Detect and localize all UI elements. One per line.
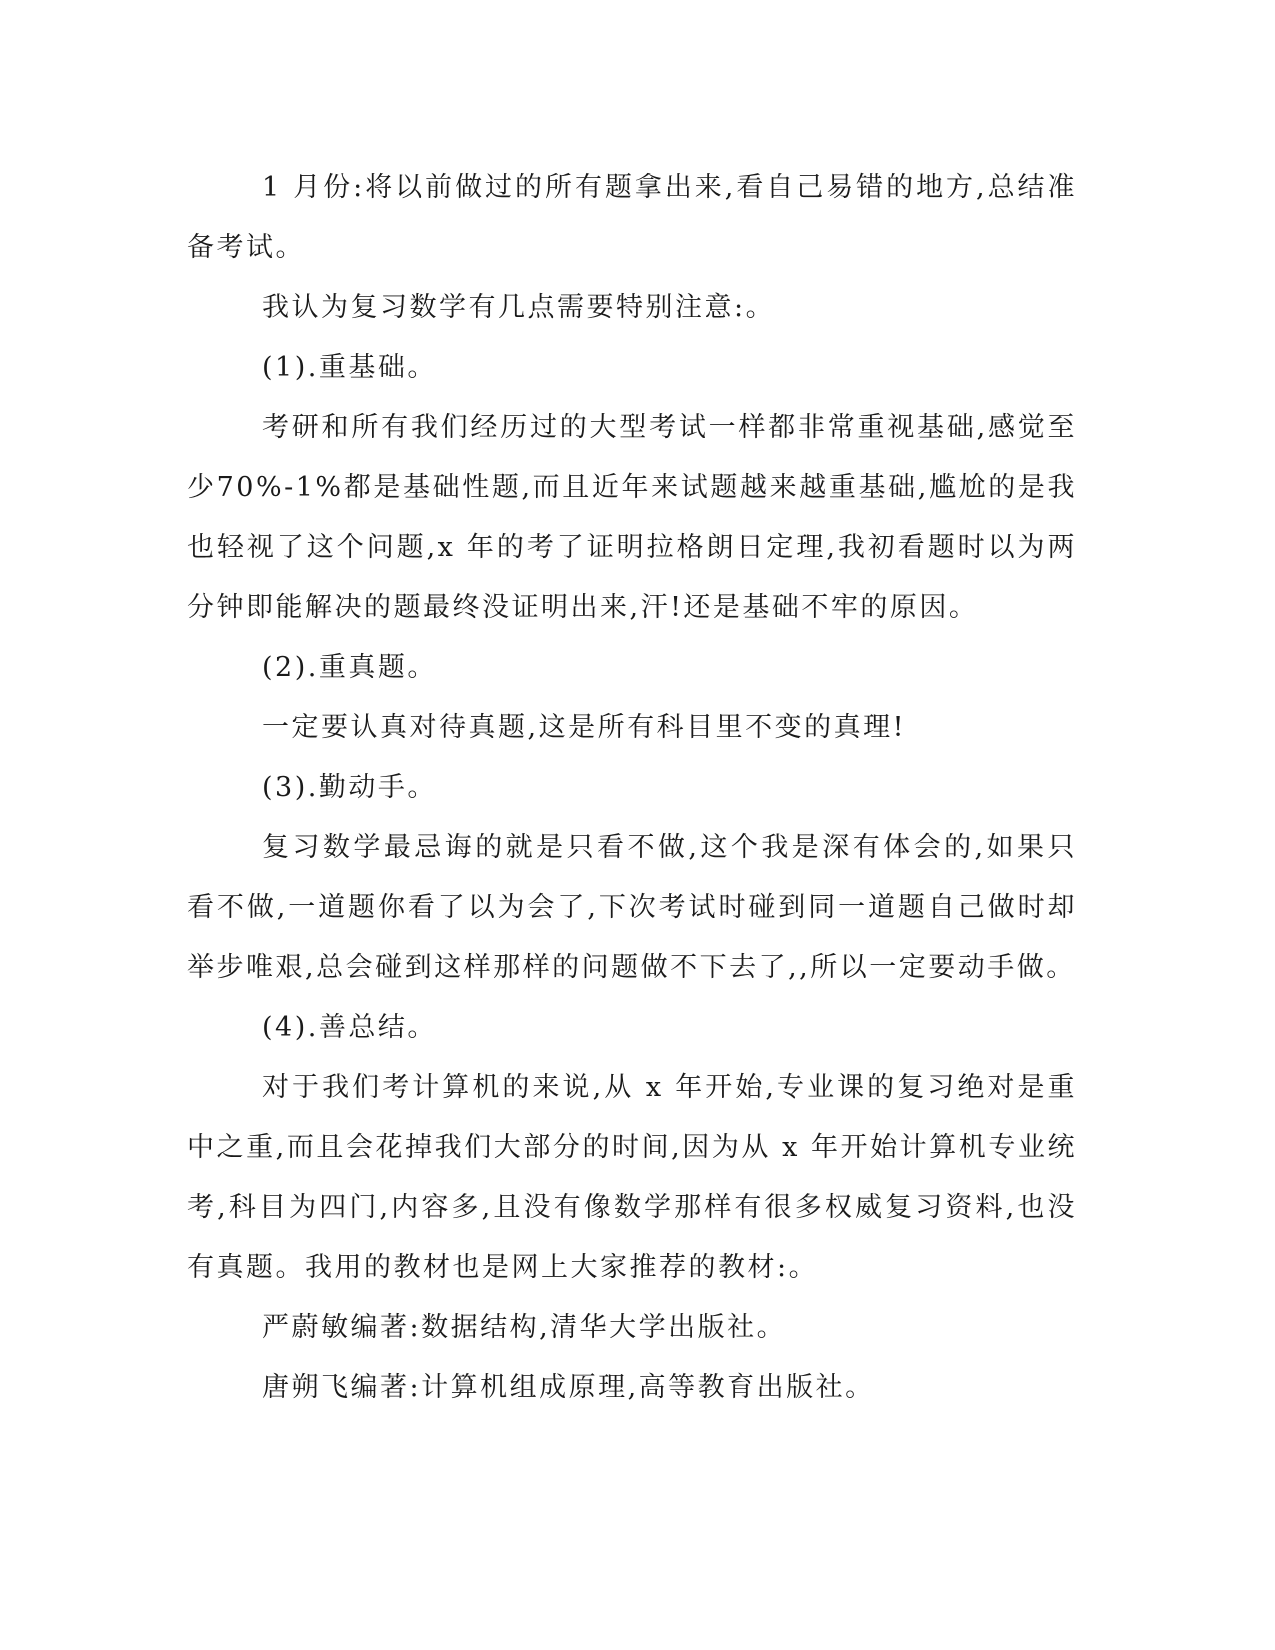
paragraph-study-plan-january: 1 月份:将以前做过的所有题拿出来,看自己易错的地方,总结准备考试。 <box>187 172 1077 263</box>
paragraph-practice: 复习数学最忌诲的就是只看不做,这个我是深有体会的,如果只看不做,一道题你看了以为会了,下次考试时碰到同一道题自己做时却举步唯艰,总会碰到这样那样的问题做不下去了,,所以一定要动手做。 <box>187 832 1077 983</box>
paragraph-past-exams: 一定要认真对待真题,这是所有科目里不变的真理! <box>262 712 906 743</box>
paragraph-textbook-computer-organization: 唐朔飞编著:计算机组成原理,高等教育出版社。 <box>262 1372 875 1403</box>
heading-point-1: (1).重基础。 <box>262 352 437 383</box>
document-body <box>187 158 1077 1418</box>
paragraph-textbook-data-structures: 严蔚敏编著:数据结构,清华大学出版社。 <box>262 1312 787 1343</box>
heading-point-4: (4).善总结。 <box>262 1012 437 1043</box>
heading-point-2: (2).重真题。 <box>262 652 437 683</box>
heading-point-3: (3).勤动手。 <box>262 772 437 803</box>
paragraph-math-review-notes: 我认为复习数学有几点需要特别注意:。 <box>262 292 776 323</box>
paragraph-basics: 考研和所有我们经历过的大型考试一样都非常重视基础,感觉至少70%-1%都是基础性题,而且近年来试题越来越重基础,尴尬的是我也轻视了这个问题,x 年的考了证明拉格朗日定理,我初看题时以为两分钟即能解决的题最终没证明出来,汗!还是基础不牢的原因。 <box>187 412 1077 623</box>
paragraph-computer-science-review: 对于我们考计算机的来说,从 x 年开始,专业课的复习绝对是重中之重,而且会花掉我们大部分的时间,因为从 x 年开始计算机专业统考,科目为四门,内容多,且没有像数学那样有很多权威复习资料,也没有真题。我用的教材也是网上大家推荐的教材:。 <box>187 1072 1077 1283</box>
